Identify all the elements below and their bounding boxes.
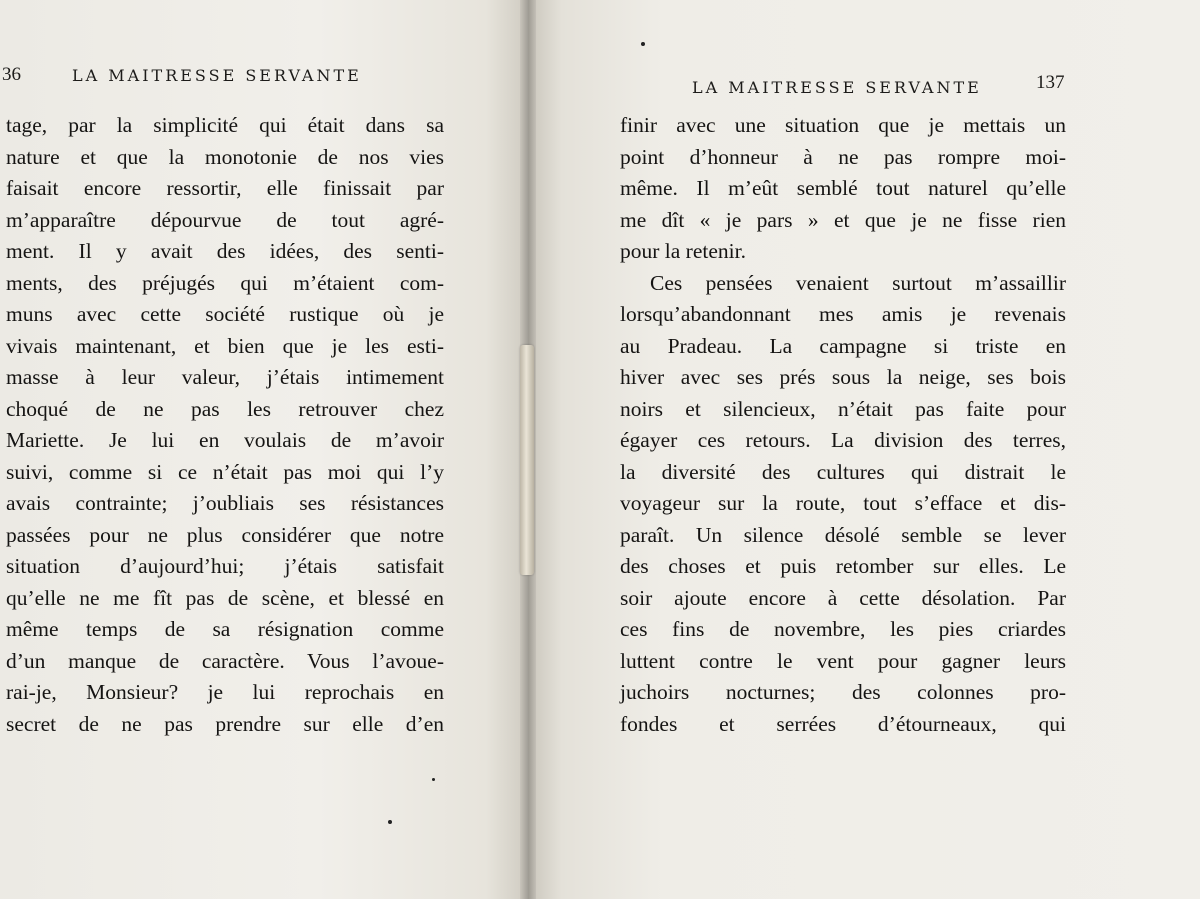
text-line: juchoirs nocturnes; des colonnes pro- [620,680,1066,704]
text-line: ces fins de novembre, les pies criardes [620,617,1066,641]
text-line: d’un manque de caractère. Vous l’avoue- [6,648,444,673]
text-line: voyageur sur la route, tout s’efface et dis- [620,491,1066,515]
left-page-text [6,110,446,740]
text-line: même temps de sa résignation comme [6,617,444,641]
text-line: passées pour ne plus considérer que notre [6,522,444,547]
text-line: vivais maintenant, et bien que je les esti- [6,333,444,358]
right-page-text [620,110,1066,740]
text-line: luttent contre le vent pour gagner leurs [620,648,1066,673]
paper-speck [641,42,645,46]
text-line: fondes et serrées d’étourneaux, qui [620,711,1066,736]
text-line: au Pradeau. La campagne si triste en [620,333,1066,358]
binding-thread [520,345,534,575]
text-line: situation d’aujourd’hui; j’étais satisfait [6,554,444,578]
left-page-number: 36 [2,64,21,85]
text-line: même. Il m’eût semblé tout naturel qu’elle [620,176,1066,200]
text-line: Mariette. Je lui en voulais de m’avoir [6,428,444,452]
text-line: point d’honneur à ne pas rompre moi- [620,144,1066,169]
text-line: qu’elle ne me fît pas de scène, et blessé en [6,585,444,610]
text-line: des choses et puis retomber sur elles. Le [620,554,1066,578]
text-line: rai-je, Monsieur? je lui reprochais en [6,680,444,704]
text-line: m’apparaître dépourvue de tout agré- [6,207,444,232]
text-line: ment. Il y avait des idées, des senti- [6,239,444,263]
text-line: muns avec cette société rustique où je [6,302,444,326]
text-line: nature et que la monotonie de nos vies [6,144,444,169]
text-line: pour la retenir. [620,239,746,263]
text-line: noirs et silencieux, n’était pas faite pour [620,396,1066,421]
text-line: avais contrainte; j’oubliais ses résistances [6,491,444,515]
text-line: paraît. Un silence désolé semble se lever [620,522,1066,547]
left-running-head: LA MAITRESSE SERVANTE [72,66,362,85]
paper-speck [388,820,392,824]
right-running-head: LA MAITRESSE SERVANTE [692,78,982,97]
text-line: me dît « je pars » et que je ne fisse rien [620,207,1066,232]
text-line: lorsqu’abandonnant mes amis je revenais [620,302,1066,326]
text-line: choqué de ne pas les retrouver chez [6,396,444,421]
text-line: égayer ces retours. La division des terres, [620,428,1066,452]
left-page [0,0,528,899]
paper-speck [432,778,435,781]
text-line: faisait encore ressortir, elle finissait par [6,176,444,200]
text-line: masse à leur valeur, j’étais intimement [6,365,444,389]
text-line: hiver avec ses prés sous la neige, ses bois [620,365,1066,389]
text-line: Ces pensées venaient surtout m’assaillir [650,270,1066,295]
text-line: secret de ne pas prendre sur elle d’en [6,711,444,736]
text-line: soir ajoute encore à cette désolation. Par [620,585,1066,610]
text-line: finir avec une situation que je mettais un [620,113,1066,137]
text-line: suivi, comme si ce n’était pas moi qui l’y [6,459,444,484]
text-line: la diversité des cultures qui distrait le [620,459,1066,484]
text-line: tage, par la simplicité qui était dans sa [6,113,444,137]
right-page-number: 137 [1036,72,1065,93]
text-line: ments, des préjugés qui m’étaient com- [6,270,444,295]
